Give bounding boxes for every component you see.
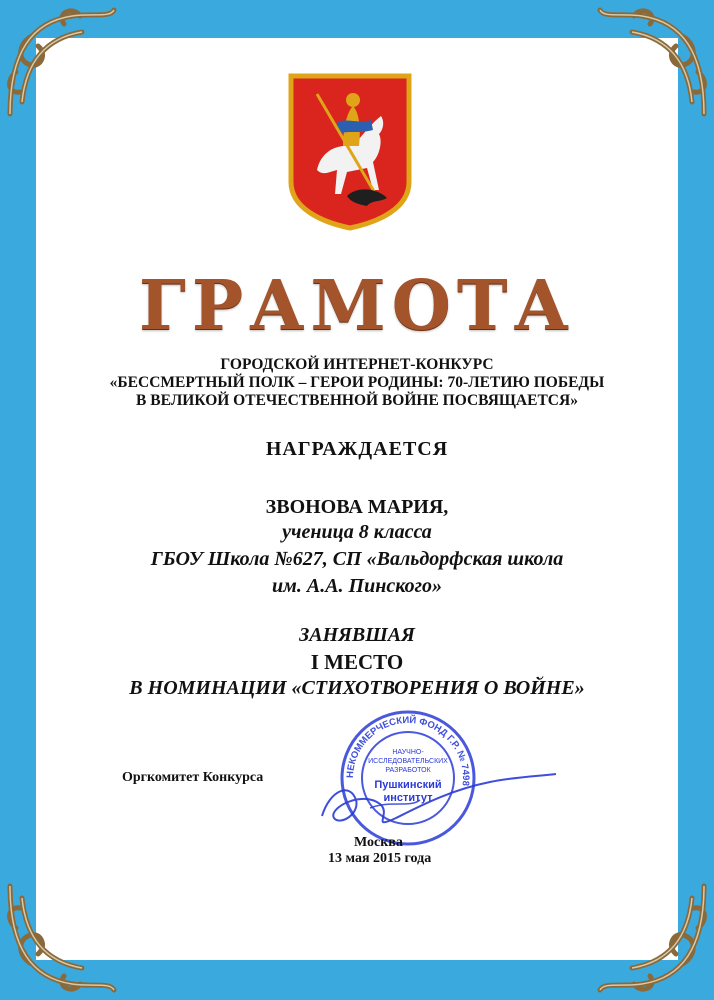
city-text: Москва: [354, 835, 403, 850]
stamp-text: ИССЛЕДОВАТЕЛЬСКИХ: [368, 758, 448, 765]
stamp-text: институт: [383, 792, 433, 804]
recipient-school: ГБОУ Школа №627, СП «Вальдорфская школа: [150, 548, 564, 570]
organizing-committee: Оргкомитет Конкурса: [122, 770, 264, 785]
recipient-grade: ученица 8 класса: [282, 521, 432, 543]
ornament-corner-icon: [592, 2, 712, 122]
contest-line: ГОРОДСКОЙ ИНТЕРНЕТ-КОНКУРС: [220, 356, 494, 373]
stamp-text: НАУЧНО-: [392, 749, 424, 756]
ornament-corner-icon: [592, 878, 712, 998]
contest-line: «БЕССМЕРТНЫЙ ПОЛК – ГЕРОИ РОДИНЫ: 70-ЛЕТИЮ ПОБЕДЫ: [109, 374, 605, 391]
result-place: I МЕСТО: [310, 650, 404, 674]
certificate-title: ГРАМОТА: [139, 266, 575, 346]
contest-description: [0, 356, 714, 410]
awarded-heading: НАГРАЖДАЕТСЯ: [265, 438, 449, 460]
recipient-name: ЗВОНОВА МАРИЯ,: [265, 496, 449, 518]
stamp-text: Пушкинский: [374, 779, 442, 791]
result-nomination: В НОМИНАЦИИ «СТИХОТВОРЕНИЯ О ВОЙНЕ»: [129, 677, 585, 699]
ornament-corner-icon: [2, 2, 122, 122]
result-took: ЗАНЯВШАЯ: [299, 624, 415, 646]
ornament-corner-icon: [2, 878, 122, 998]
contest-line: В ВЕЛИКОЙ ОТЕЧЕСТВЕННОЙ ВОЙНЕ ПОСВЯЩАЕТСЯ»: [136, 392, 578, 409]
stamp-text: РАЗРАБОТОК: [385, 767, 431, 774]
issue-date: 13 мая 2015 года: [328, 851, 432, 866]
stamp-ring-text: НЕКОММЕРЧЕСКИЙ ФОНД Г.Р. № 7498: [344, 714, 472, 787]
recipient-school: им. А.А. Пинского»: [272, 575, 442, 597]
signature-icon: [300, 760, 560, 840]
coat-of-arms-icon: [287, 72, 413, 232]
